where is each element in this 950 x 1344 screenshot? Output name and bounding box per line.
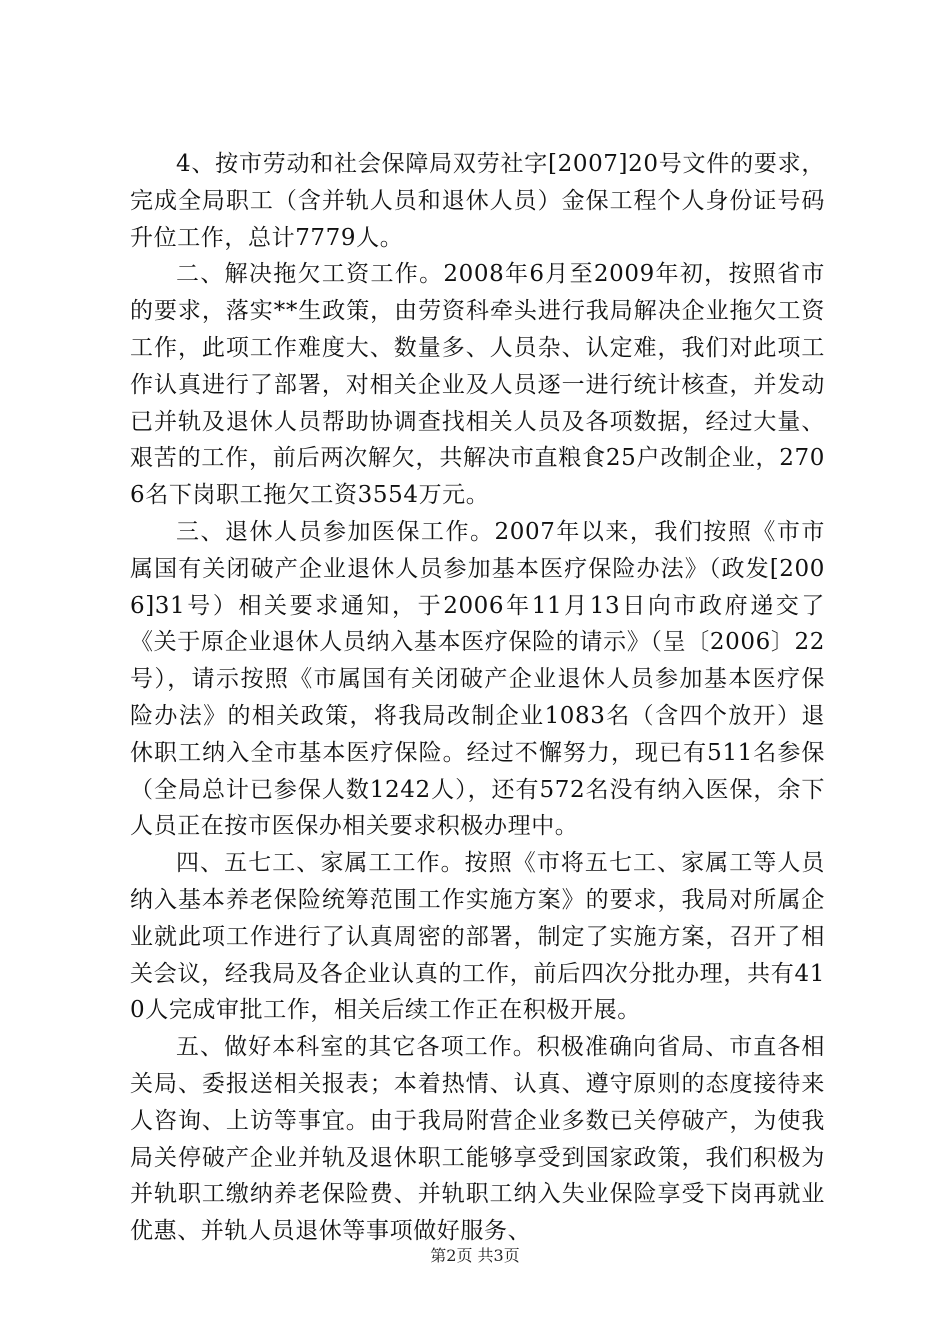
paragraph-4-id-upgrade: 4、按市劳动和社会保障局双劳社字[2007]20号文件的要求，完成全局职工（含并轨人员和退休人员）金保工程个人身份证号码升位工作，总计7779人。: [130, 151, 825, 251]
paragraph-family-workers: 四、五七工、家属工工作。按照《市将五七工、家属工等人员纳入基本养老保险统筹范围工作实施方案》的要求，我局对所属企业就此项工作进行了认真周密的部署，制定了实施方案，召开了相关会议，经我局及各企业认真的工作，前后四次分批办理，共有410人完成审批工作，相关后续工作正在积极开展。: [130, 850, 825, 1024]
paragraph-wage-arrears: 二、解决拖欠工资工作。2008年6月至2009年初，按照省市的要求，落实**生政策，由劳资科牵头进行我局解决企业拖欠工资工作，此项工作难度大、数量多、人员杂、认定难，我们对此项工作认真进行了部署，对相关企业及人员逐一进行统计核查，并发动已并轨及退休人员帮助协调查找相关人员及各项数据，经过大量、艰苦的工作，前后两次解欠，共解决市直粮食25户改制企业，2706名下岗职工拖欠工资3554万元。: [130, 261, 825, 509]
paragraph-retiree-medical-insurance: 三、退休人员参加医保工作。2007年以来，我们按照《市市属国有关闭破产企业退休人员参加基本医疗保险办法》（政发[2006]31号）相关要求通知，于2006年11月13日向市政府递交了《关于原企业退休人员纳入基本医疗保险的请示》（呈〔2006〕22号），请示按照《市属国有关闭破产企业退休人员参加基本医疗保险办法》的相关政策，将我局改制企业1083名（含四个放开）退休职工纳入全市基本医疗保险。经过不懈努力，现已有511名参保（全局总计已参保人数1242人），还有572名没有纳入医保，余下人员正在按市医保办相关要求积极办理中。: [130, 518, 825, 840]
document-body: [130, 146, 825, 1250]
paragraph-other-work: 五、做好本科室的其它各项工作。积极准确向省局、市直各相关局、委报送相关报表；本着热情、认真、遵守原则的态度接待来人咨询、上访等事宜。由于我局附营企业多数已关停破产，为使我局关停破产企业并轨及退休职工能够享受到国家政策，我们积极为并轨职工缴纳养老保险费、并轨职工纳入失业保险享受下岗再就业优惠、并轨人员退休等事项做好服务、: [130, 1034, 825, 1245]
page-footer: 第2页 共3页: [430, 1246, 520, 1265]
